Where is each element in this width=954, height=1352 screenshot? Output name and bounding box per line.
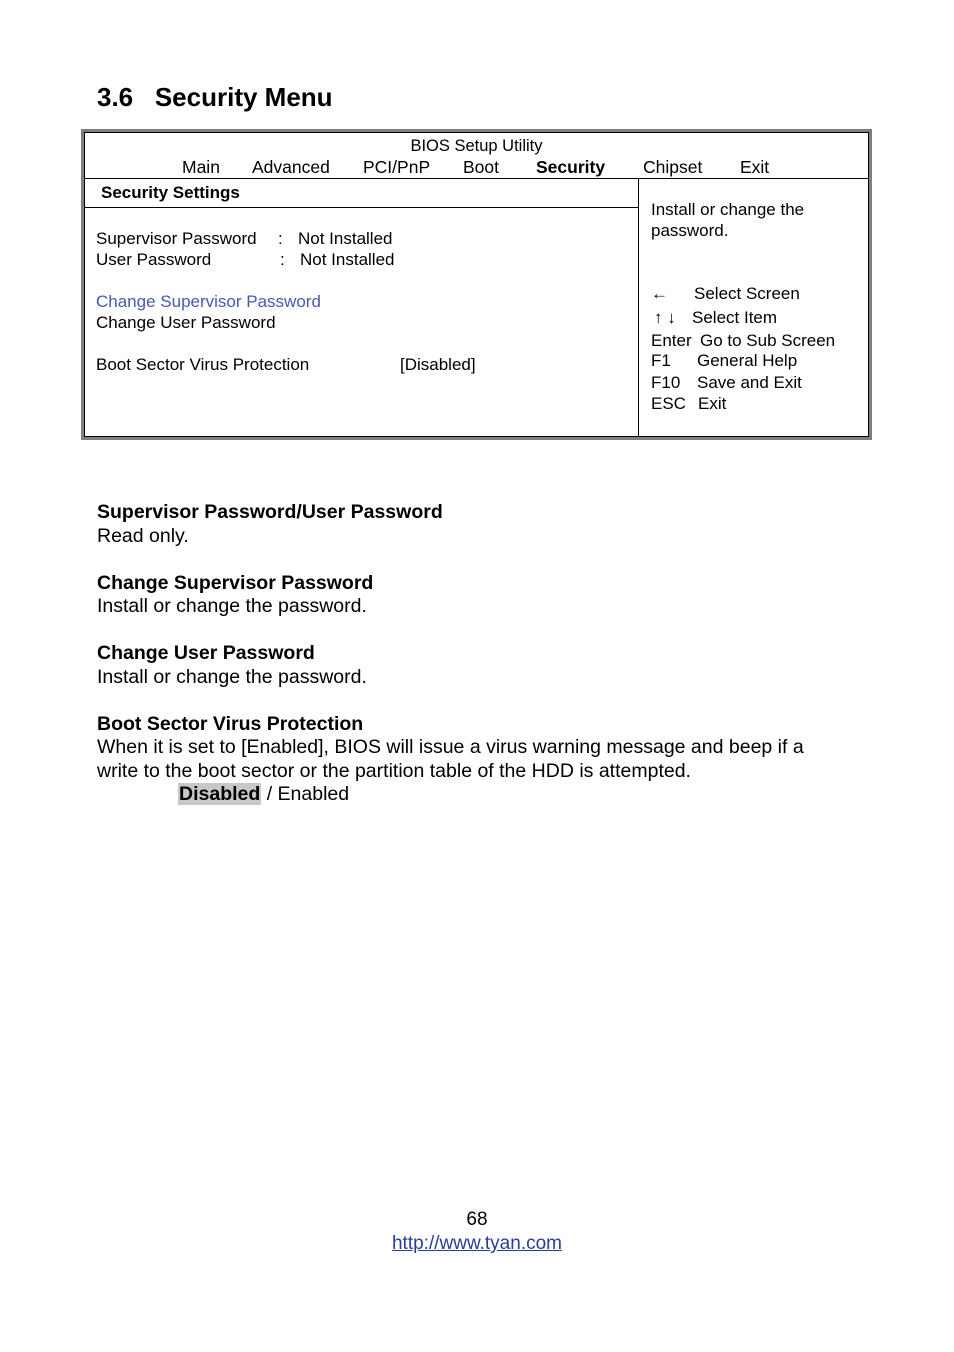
- enter-key-label: Enter: [651, 331, 692, 350]
- user-password-sep: :: [280, 250, 285, 269]
- left-arrow-icon: ←: [651, 284, 668, 303]
- select-item-label: Select Item: [692, 308, 778, 327]
- esc-key-action: Exit: [698, 394, 727, 413]
- description-heading: Boot Sector Virus Protection: [97, 713, 364, 735]
- footer-url-link[interactable]: http://www.tyan.com: [391, 1233, 562, 1254]
- f10-key-label: F10: [651, 373, 681, 392]
- option-default: Disabled: [179, 783, 261, 805]
- tab-boot[interactable]: Boot: [463, 157, 499, 177]
- bios-title: BIOS Setup Utility: [410, 137, 543, 155]
- boot-sector-virus-protection-value[interactable]: [Disabled]: [400, 355, 476, 374]
- change-user-password-item[interactable]: Change User Password: [96, 313, 276, 332]
- settings-header-divider: [85, 207, 638, 208]
- tab-main[interactable]: Main: [182, 157, 220, 177]
- supervisor-password-sep: :: [278, 229, 283, 248]
- description-body: Install or change the password.: [97, 595, 367, 617]
- enter-key-action: Go to Sub Screen: [700, 331, 836, 350]
- bios-screen-inner: [84, 132, 869, 437]
- description-body: Install or change the password.: [97, 666, 367, 688]
- options-line: [178, 783, 349, 806]
- f1-key-label: F1: [651, 351, 671, 370]
- settings-header: Security Settings: [101, 183, 240, 202]
- f1-key-action: General Help: [697, 351, 798, 370]
- tabs-divider: [85, 178, 868, 179]
- description-heading: Change User Password: [97, 642, 315, 664]
- description-heading: Change Supervisor Password: [97, 572, 374, 594]
- help-text-line2: password.: [651, 221, 729, 240]
- tab-chipset[interactable]: Chipset: [643, 157, 703, 177]
- tab-advanced[interactable]: Advanced: [252, 157, 330, 177]
- f10-key-action: Save and Exit: [697, 373, 802, 392]
- up-down-arrow-icon: ↑ ↓: [654, 308, 676, 327]
- supervisor-password-label: Supervisor Password: [96, 229, 257, 248]
- section-number: 3.6: [97, 82, 134, 112]
- tab-exit[interactable]: Exit: [740, 157, 770, 177]
- supervisor-password-value: Not Installed: [298, 229, 393, 248]
- user-password-value: Not Installed: [300, 250, 395, 269]
- description-body-line2: write to the boot sector or the partition table of the HDD is attempted.: [97, 760, 691, 782]
- help-text-line1: Install or change the: [651, 200, 805, 219]
- description-body: Read only.: [97, 525, 189, 547]
- select-screen-label: Select Screen: [694, 284, 800, 303]
- option-other: Enabled: [277, 783, 350, 805]
- option-separator: /: [266, 783, 273, 805]
- description-heading: Supervisor Password/User Password: [97, 501, 443, 523]
- section-title: [97, 82, 333, 113]
- boot-sector-virus-protection-item[interactable]: Boot Sector Virus Protection: [96, 355, 310, 374]
- tab-security[interactable]: Security: [536, 157, 606, 177]
- description-body-line1: When it is set to [Enabled], BIOS will issue a virus warning message and beep if a: [97, 736, 804, 758]
- help-panel-divider: [638, 178, 639, 436]
- change-supervisor-password-item[interactable]: Change Supervisor Password: [96, 292, 321, 311]
- page-number: 68: [466, 1209, 488, 1230]
- user-password-label: User Password: [96, 250, 212, 269]
- section-title-text: Security Menu: [154, 82, 333, 112]
- bios-screen: [81, 129, 872, 440]
- tab-pci-pnp[interactable]: PCI/PnP: [363, 157, 431, 177]
- esc-key-label: ESC: [651, 394, 686, 413]
